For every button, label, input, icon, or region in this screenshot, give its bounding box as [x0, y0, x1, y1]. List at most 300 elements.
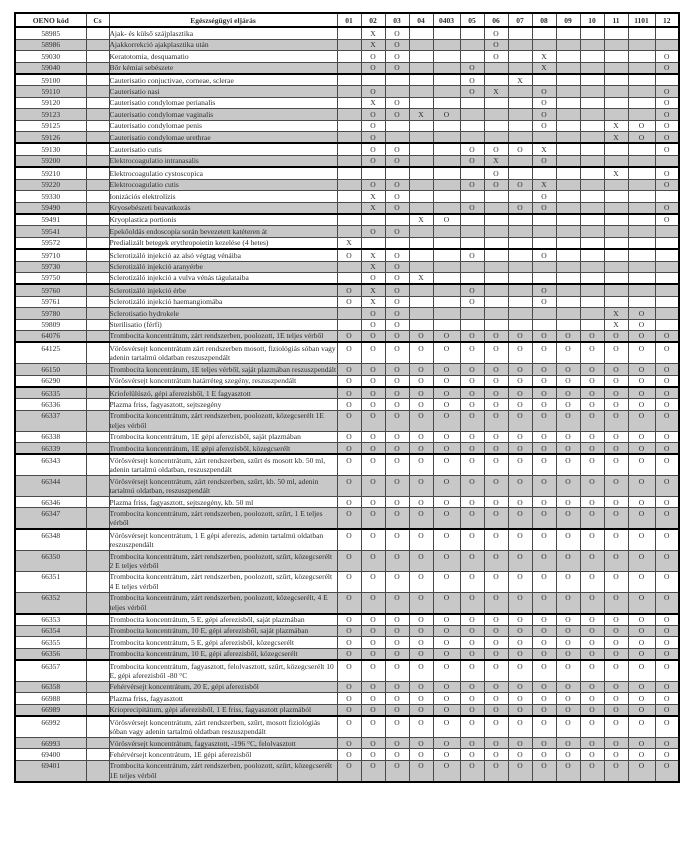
procedure-name-cell: Krioprecipitátum, gépi aferezisből, 1 E friss, fagyasztott plazmából [109, 704, 337, 716]
oeno-code-cell: 66348 [15, 529, 86, 550]
empty-mark-cell [556, 120, 580, 131]
table-row [15, 614, 679, 626]
circle-mark-cell: O [655, 167, 679, 179]
circle-mark-cell: O [337, 399, 361, 410]
circle-mark-cell: O [604, 476, 628, 497]
empty-mark-cell [580, 249, 604, 261]
empty-mark-cell [580, 39, 604, 50]
circle-mark-cell: O [484, 497, 508, 508]
circle-mark-cell: O [604, 681, 628, 692]
circle-mark-cell: O [508, 529, 532, 550]
procedure-name-cell: Vörösvérsejt koncentrátum, zárt rendszerben, szűrt, kb. 50 ml, adenin tartalmú oldatban, reszuszpendált [109, 476, 337, 497]
circle-mark-cell: O [385, 342, 409, 363]
circle-mark-cell: O [337, 431, 361, 442]
table-row [15, 319, 679, 330]
circle-mark-cell: O [484, 760, 508, 781]
oeno-code-cell: 59040 [15, 62, 86, 74]
cs-cell [86, 760, 109, 781]
circle-mark-cell: O [604, 375, 628, 387]
oeno-code-cell: 59130 [15, 143, 86, 155]
circle-mark-cell: O [385, 179, 409, 190]
circle-mark-cell: O [628, 704, 655, 716]
circle-mark-cell: O [532, 191, 556, 202]
table-row [15, 167, 679, 179]
table-row [15, 342, 679, 363]
circle-mark-cell: O [580, 681, 604, 692]
circle-mark-cell: O [361, 132, 385, 144]
procedure-name-cell: Ajak- és külső szájplasztika [109, 27, 337, 39]
empty-mark-cell [409, 155, 433, 167]
oeno-code-cell: 59761 [15, 296, 86, 307]
procedure-name-cell: Cauterisatio condylomae penis [109, 120, 337, 131]
empty-mark-cell [433, 74, 460, 86]
procedure-name-cell: Sclerotizáló injekció aranyérbe [109, 261, 337, 272]
circle-mark-cell: O [532, 454, 556, 475]
circle-mark-cell: O [433, 431, 460, 442]
circle-mark-cell: O [628, 760, 655, 781]
circle-mark-cell: O [385, 143, 409, 155]
circle-mark-cell: O [409, 551, 433, 572]
circle-mark-cell: O [433, 399, 460, 410]
circle-mark-cell: O [628, 716, 655, 737]
circle-mark-cell: O [361, 614, 385, 626]
circle-mark-cell: O [409, 375, 433, 387]
table-header [15, 13, 679, 27]
empty-mark-cell [460, 261, 484, 272]
circle-mark-cell: O [361, 364, 385, 375]
circle-mark-cell: O [361, 454, 385, 475]
circle-mark-cell: O [484, 375, 508, 387]
circle-mark-cell: O [361, 660, 385, 681]
empty-mark-cell [628, 191, 655, 202]
circle-mark-cell: O [604, 660, 628, 681]
circle-mark-cell: O [484, 660, 508, 681]
cs-cell [86, 191, 109, 202]
circle-mark-cell: O [385, 704, 409, 716]
empty-mark-cell [604, 191, 628, 202]
circle-mark-cell: O [532, 749, 556, 760]
empty-mark-cell [508, 167, 532, 179]
circle-mark-cell: O [508, 508, 532, 529]
circle-mark-cell: O [361, 375, 385, 387]
circle-mark-cell: O [460, 454, 484, 475]
procedure-name-cell: Elektrocoagulatio cystoscopica [109, 167, 337, 179]
empty-mark-cell [337, 308, 361, 319]
circle-mark-cell: O [409, 660, 433, 681]
circle-mark-cell: O [532, 443, 556, 455]
circle-mark-cell: O [580, 571, 604, 592]
circle-mark-cell: O [460, 364, 484, 375]
table-row [15, 497, 679, 508]
circle-mark-cell: O [337, 375, 361, 387]
circle-mark-cell: O [532, 296, 556, 307]
empty-mark-cell [655, 249, 679, 261]
circle-mark-cell: O [508, 614, 532, 626]
cs-cell [86, 296, 109, 307]
circle-mark-cell: O [580, 648, 604, 660]
circle-mark-cell: O [337, 551, 361, 572]
circle-mark-cell: O [628, 592, 655, 613]
cs-cell [86, 330, 109, 342]
circle-mark-cell: O [337, 342, 361, 363]
circle-mark-cell: O [409, 681, 433, 692]
circle-mark-cell: O [460, 74, 484, 86]
cs-cell [86, 143, 109, 155]
circle-mark-cell: O [460, 476, 484, 497]
circle-mark-cell: O [556, 592, 580, 613]
circle-mark-cell: O [508, 443, 532, 455]
procedure-name-cell: Trombocita koncentrátum, 5 E, gépi aferezisből, közegcserélt [109, 637, 337, 648]
circle-mark-cell: O [508, 202, 532, 214]
procedure-name-cell: Sclerotizáló injekció a vulva vénás tágulataiba [109, 272, 337, 284]
circle-mark-cell: O [484, 637, 508, 648]
empty-mark-cell [556, 143, 580, 155]
circle-mark-cell: O [604, 571, 628, 592]
circle-mark-cell: O [337, 614, 361, 626]
circle-mark-cell: O [628, 693, 655, 704]
circle-mark-cell: O [409, 693, 433, 704]
circle-mark-cell: O [337, 387, 361, 399]
procedure-name-cell: Vörösvérsejt koncentrátum zárt rendszerben mosott, fiziológiás sóban vagy adenin tartalmú oldatban reszuszpendált [109, 343, 336, 363]
empty-mark-cell [580, 120, 604, 131]
empty-mark-cell [655, 39, 679, 50]
circle-mark-cell: O [628, 308, 655, 319]
cs-cell [86, 375, 109, 387]
table-row [15, 51, 679, 62]
empty-mark-cell [433, 261, 460, 272]
table-row [15, 704, 679, 716]
cs-cell [86, 660, 109, 681]
circle-mark-cell: O [484, 39, 508, 50]
cs-cell [86, 308, 109, 319]
cross-mark-cell: X [361, 27, 385, 39]
circle-mark-cell: O [604, 637, 628, 648]
empty-mark-cell [556, 155, 580, 167]
table-row [15, 431, 679, 442]
circle-mark-cell: O [604, 342, 628, 363]
table-row [15, 284, 679, 296]
column-header-10: 10 [580, 13, 604, 27]
circle-mark-cell: O [484, 410, 508, 431]
cs-cell [86, 637, 109, 648]
procedure-name-cell: Trombocita koncentrátum, 5 E, gépi aferezisből, saját plazmában [109, 614, 337, 626]
circle-mark-cell: O [580, 387, 604, 399]
circle-mark-cell: O [460, 497, 484, 508]
column-header-09: 09 [556, 13, 580, 27]
empty-mark-cell [532, 214, 556, 226]
circle-mark-cell: O [337, 648, 361, 660]
oeno-code-cell: 66353 [15, 614, 86, 626]
circle-mark-cell: O [508, 637, 532, 648]
oeno-code-cell: 59210 [15, 167, 86, 179]
empty-mark-cell [409, 261, 433, 272]
empty-mark-cell [628, 109, 655, 120]
circle-mark-cell: O [385, 571, 409, 592]
oeno-code-cell: 58985 [15, 27, 86, 39]
circle-mark-cell: O [385, 614, 409, 626]
empty-mark-cell [508, 226, 532, 237]
cross-mark-cell: X [604, 167, 628, 179]
empty-mark-cell [532, 167, 556, 179]
oeno-code-cell: 59330 [15, 191, 86, 202]
empty-mark-cell [508, 86, 532, 97]
empty-mark-cell [484, 284, 508, 296]
cross-mark-cell: X [361, 39, 385, 50]
circle-mark-cell: O [628, 342, 655, 363]
empty-mark-cell [580, 226, 604, 237]
circle-mark-cell: O [409, 760, 433, 781]
circle-mark-cell: O [361, 330, 385, 342]
empty-mark-cell [580, 62, 604, 74]
circle-mark-cell: O [337, 476, 361, 497]
column-header-08: 08 [532, 13, 556, 27]
circle-mark-cell: O [433, 342, 460, 363]
empty-mark-cell [409, 191, 433, 202]
circle-mark-cell: O [460, 614, 484, 626]
circle-mark-cell: O [580, 693, 604, 704]
circle-mark-cell: O [337, 704, 361, 716]
circle-mark-cell: O [628, 681, 655, 692]
empty-mark-cell [409, 237, 433, 249]
circle-mark-cell: O [433, 109, 460, 120]
circle-mark-cell: O [628, 431, 655, 442]
circle-mark-cell: O [556, 749, 580, 760]
oeno-code-cell: 59809 [15, 319, 86, 330]
empty-mark-cell [604, 249, 628, 261]
circle-mark-cell: O [361, 399, 385, 410]
circle-mark-cell: O [556, 387, 580, 399]
cs-cell [86, 529, 109, 550]
circle-mark-cell: O [556, 681, 580, 692]
empty-mark-cell [508, 272, 532, 284]
circle-mark-cell: O [628, 375, 655, 387]
circle-mark-cell: O [604, 749, 628, 760]
circle-mark-cell: O [580, 704, 604, 716]
empty-mark-cell [556, 97, 580, 108]
empty-mark-cell [604, 237, 628, 249]
empty-mark-cell [433, 226, 460, 237]
oeno-code-cell: 59120 [15, 97, 86, 108]
circle-mark-cell: O [655, 202, 679, 214]
oeno-code-cell: 59491 [15, 214, 86, 226]
circle-mark-cell: O [484, 571, 508, 592]
oeno-code-cell: 59710 [15, 249, 86, 261]
circle-mark-cell: O [655, 214, 679, 226]
procedure-name-cell: Plazma friss, fagyasztott, sejtszegény [109, 399, 337, 410]
empty-mark-cell [655, 261, 679, 272]
empty-mark-cell [580, 214, 604, 226]
circle-mark-cell: O [385, 387, 409, 399]
circle-mark-cell: O [409, 749, 433, 760]
column-header-01: 01 [337, 13, 361, 27]
cs-cell [86, 399, 109, 410]
circle-mark-cell: O [433, 330, 460, 342]
circle-mark-cell: O [508, 749, 532, 760]
circle-mark-cell: O [460, 704, 484, 716]
circle-mark-cell: O [484, 399, 508, 410]
circle-mark-cell: O [361, 497, 385, 508]
circle-mark-cell: O [385, 202, 409, 214]
circle-mark-cell: O [385, 319, 409, 330]
circle-mark-cell: O [460, 143, 484, 155]
empty-mark-cell [409, 51, 433, 62]
table-row [15, 155, 679, 167]
circle-mark-cell: O [337, 738, 361, 749]
empty-mark-cell [580, 237, 604, 249]
circle-mark-cell: O [484, 738, 508, 749]
empty-mark-cell [532, 272, 556, 284]
circle-mark-cell: O [460, 179, 484, 190]
empty-mark-cell [556, 191, 580, 202]
circle-mark-cell: O [580, 375, 604, 387]
procedure-name-cell: Cauterisatio condylomae vaginalis [109, 109, 337, 120]
empty-mark-cell [580, 191, 604, 202]
circle-mark-cell: O [337, 693, 361, 704]
empty-mark-cell [337, 27, 361, 39]
table-row [15, 476, 679, 497]
empty-mark-cell [604, 179, 628, 190]
circle-mark-cell: O [460, 410, 484, 431]
empty-mark-cell [556, 51, 580, 62]
empty-mark-cell [460, 272, 484, 284]
cross-mark-cell: X [361, 249, 385, 261]
empty-mark-cell [508, 62, 532, 74]
empty-mark-cell [604, 155, 628, 167]
empty-mark-cell [556, 226, 580, 237]
procedure-name-cell: Vörösvérsejt koncentrátum határréteg szegény, reszuszpendált [109, 375, 337, 387]
circle-mark-cell: O [460, 330, 484, 342]
circle-mark-cell: O [655, 760, 679, 781]
table-header-row [15, 13, 679, 27]
empty-mark-cell [604, 226, 628, 237]
procedure-name-cell: Vörösvérsejt koncentrátum, zárt rendszerben, szűrt, mosott fiziológiás sóban vagy adenin tartalmú oldatban reszuszpendált [109, 716, 337, 737]
empty-mark-cell [460, 120, 484, 131]
empty-mark-cell [580, 109, 604, 120]
empty-mark-cell [655, 319, 679, 330]
cross-mark-cell: X [508, 74, 532, 86]
circle-mark-cell: O [385, 592, 409, 613]
circle-mark-cell: O [385, 97, 409, 108]
circle-mark-cell: O [484, 342, 508, 363]
circle-mark-cell: O [508, 454, 532, 475]
cs-cell [86, 738, 109, 749]
circle-mark-cell: O [433, 693, 460, 704]
circle-mark-cell: O [604, 693, 628, 704]
oeno-code-cell: 66356 [15, 648, 86, 660]
circle-mark-cell: O [604, 508, 628, 529]
circle-mark-cell: O [532, 155, 556, 167]
empty-mark-cell [484, 109, 508, 120]
circle-mark-cell: O [532, 704, 556, 716]
empty-mark-cell [628, 74, 655, 86]
empty-mark-cell [532, 226, 556, 237]
empty-mark-cell [556, 261, 580, 272]
empty-mark-cell [628, 143, 655, 155]
circle-mark-cell: O [508, 660, 532, 681]
circle-mark-cell: O [460, 508, 484, 529]
oeno-code-cell: 66989 [15, 704, 86, 716]
empty-mark-cell [604, 109, 628, 120]
cs-cell [86, 109, 109, 120]
circle-mark-cell: O [655, 571, 679, 592]
circle-mark-cell: O [532, 551, 556, 572]
circle-mark-cell: O [604, 364, 628, 375]
circle-mark-cell: O [433, 738, 460, 749]
empty-mark-cell [433, 97, 460, 108]
circle-mark-cell: O [337, 529, 361, 550]
empty-mark-cell [604, 296, 628, 307]
empty-mark-cell [580, 284, 604, 296]
circle-mark-cell: O [409, 387, 433, 399]
circle-mark-cell: O [556, 614, 580, 626]
empty-mark-cell [628, 226, 655, 237]
circle-mark-cell: O [385, 272, 409, 284]
circle-mark-cell: O [337, 454, 361, 475]
circle-mark-cell: O [484, 179, 508, 190]
circle-mark-cell: O [580, 330, 604, 342]
table-row [15, 637, 679, 648]
circle-mark-cell: O [532, 284, 556, 296]
empty-mark-cell [655, 237, 679, 249]
empty-mark-cell [484, 226, 508, 237]
empty-mark-cell [628, 296, 655, 307]
circle-mark-cell: O [655, 497, 679, 508]
circle-mark-cell: O [385, 39, 409, 50]
cross-mark-cell: X [361, 284, 385, 296]
circle-mark-cell: O [604, 330, 628, 342]
oeno-code-cell: 59030 [15, 51, 86, 62]
circle-mark-cell: O [361, 704, 385, 716]
column-header-1101: 1101 [628, 13, 655, 27]
empty-mark-cell [484, 272, 508, 284]
cs-cell [86, 443, 109, 455]
circle-mark-cell: O [655, 625, 679, 636]
empty-mark-cell [409, 143, 433, 155]
empty-mark-cell [460, 109, 484, 120]
cs-cell [86, 508, 109, 529]
empty-mark-cell [484, 74, 508, 86]
empty-mark-cell [508, 51, 532, 62]
empty-mark-cell [556, 179, 580, 190]
circle-mark-cell: O [604, 592, 628, 613]
circle-mark-cell: O [361, 308, 385, 319]
empty-mark-cell [556, 284, 580, 296]
circle-mark-cell: O [385, 109, 409, 120]
circle-mark-cell: O [580, 614, 604, 626]
circle-mark-cell: O [385, 364, 409, 375]
circle-mark-cell: O [409, 497, 433, 508]
column-header-cs: Cs [86, 13, 109, 27]
circle-mark-cell: O [556, 364, 580, 375]
circle-mark-cell: O [628, 508, 655, 529]
circle-mark-cell: O [628, 120, 655, 131]
circle-mark-cell: O [604, 738, 628, 749]
cross-mark-cell: X [361, 296, 385, 307]
circle-mark-cell: O [655, 86, 679, 97]
circle-mark-cell: O [484, 167, 508, 179]
circle-mark-cell: O [337, 660, 361, 681]
oeno-code-cell: 59572 [15, 237, 86, 249]
cross-mark-cell: X [604, 319, 628, 330]
column-header-oeno-code: OENO kód [15, 13, 86, 27]
circle-mark-cell: O [409, 410, 433, 431]
empty-mark-cell [556, 296, 580, 307]
empty-mark-cell [556, 39, 580, 50]
oeno-code-cell: 66346 [15, 497, 86, 508]
circle-mark-cell: O [385, 476, 409, 497]
circle-mark-cell: O [361, 443, 385, 455]
circle-mark-cell: O [385, 648, 409, 660]
